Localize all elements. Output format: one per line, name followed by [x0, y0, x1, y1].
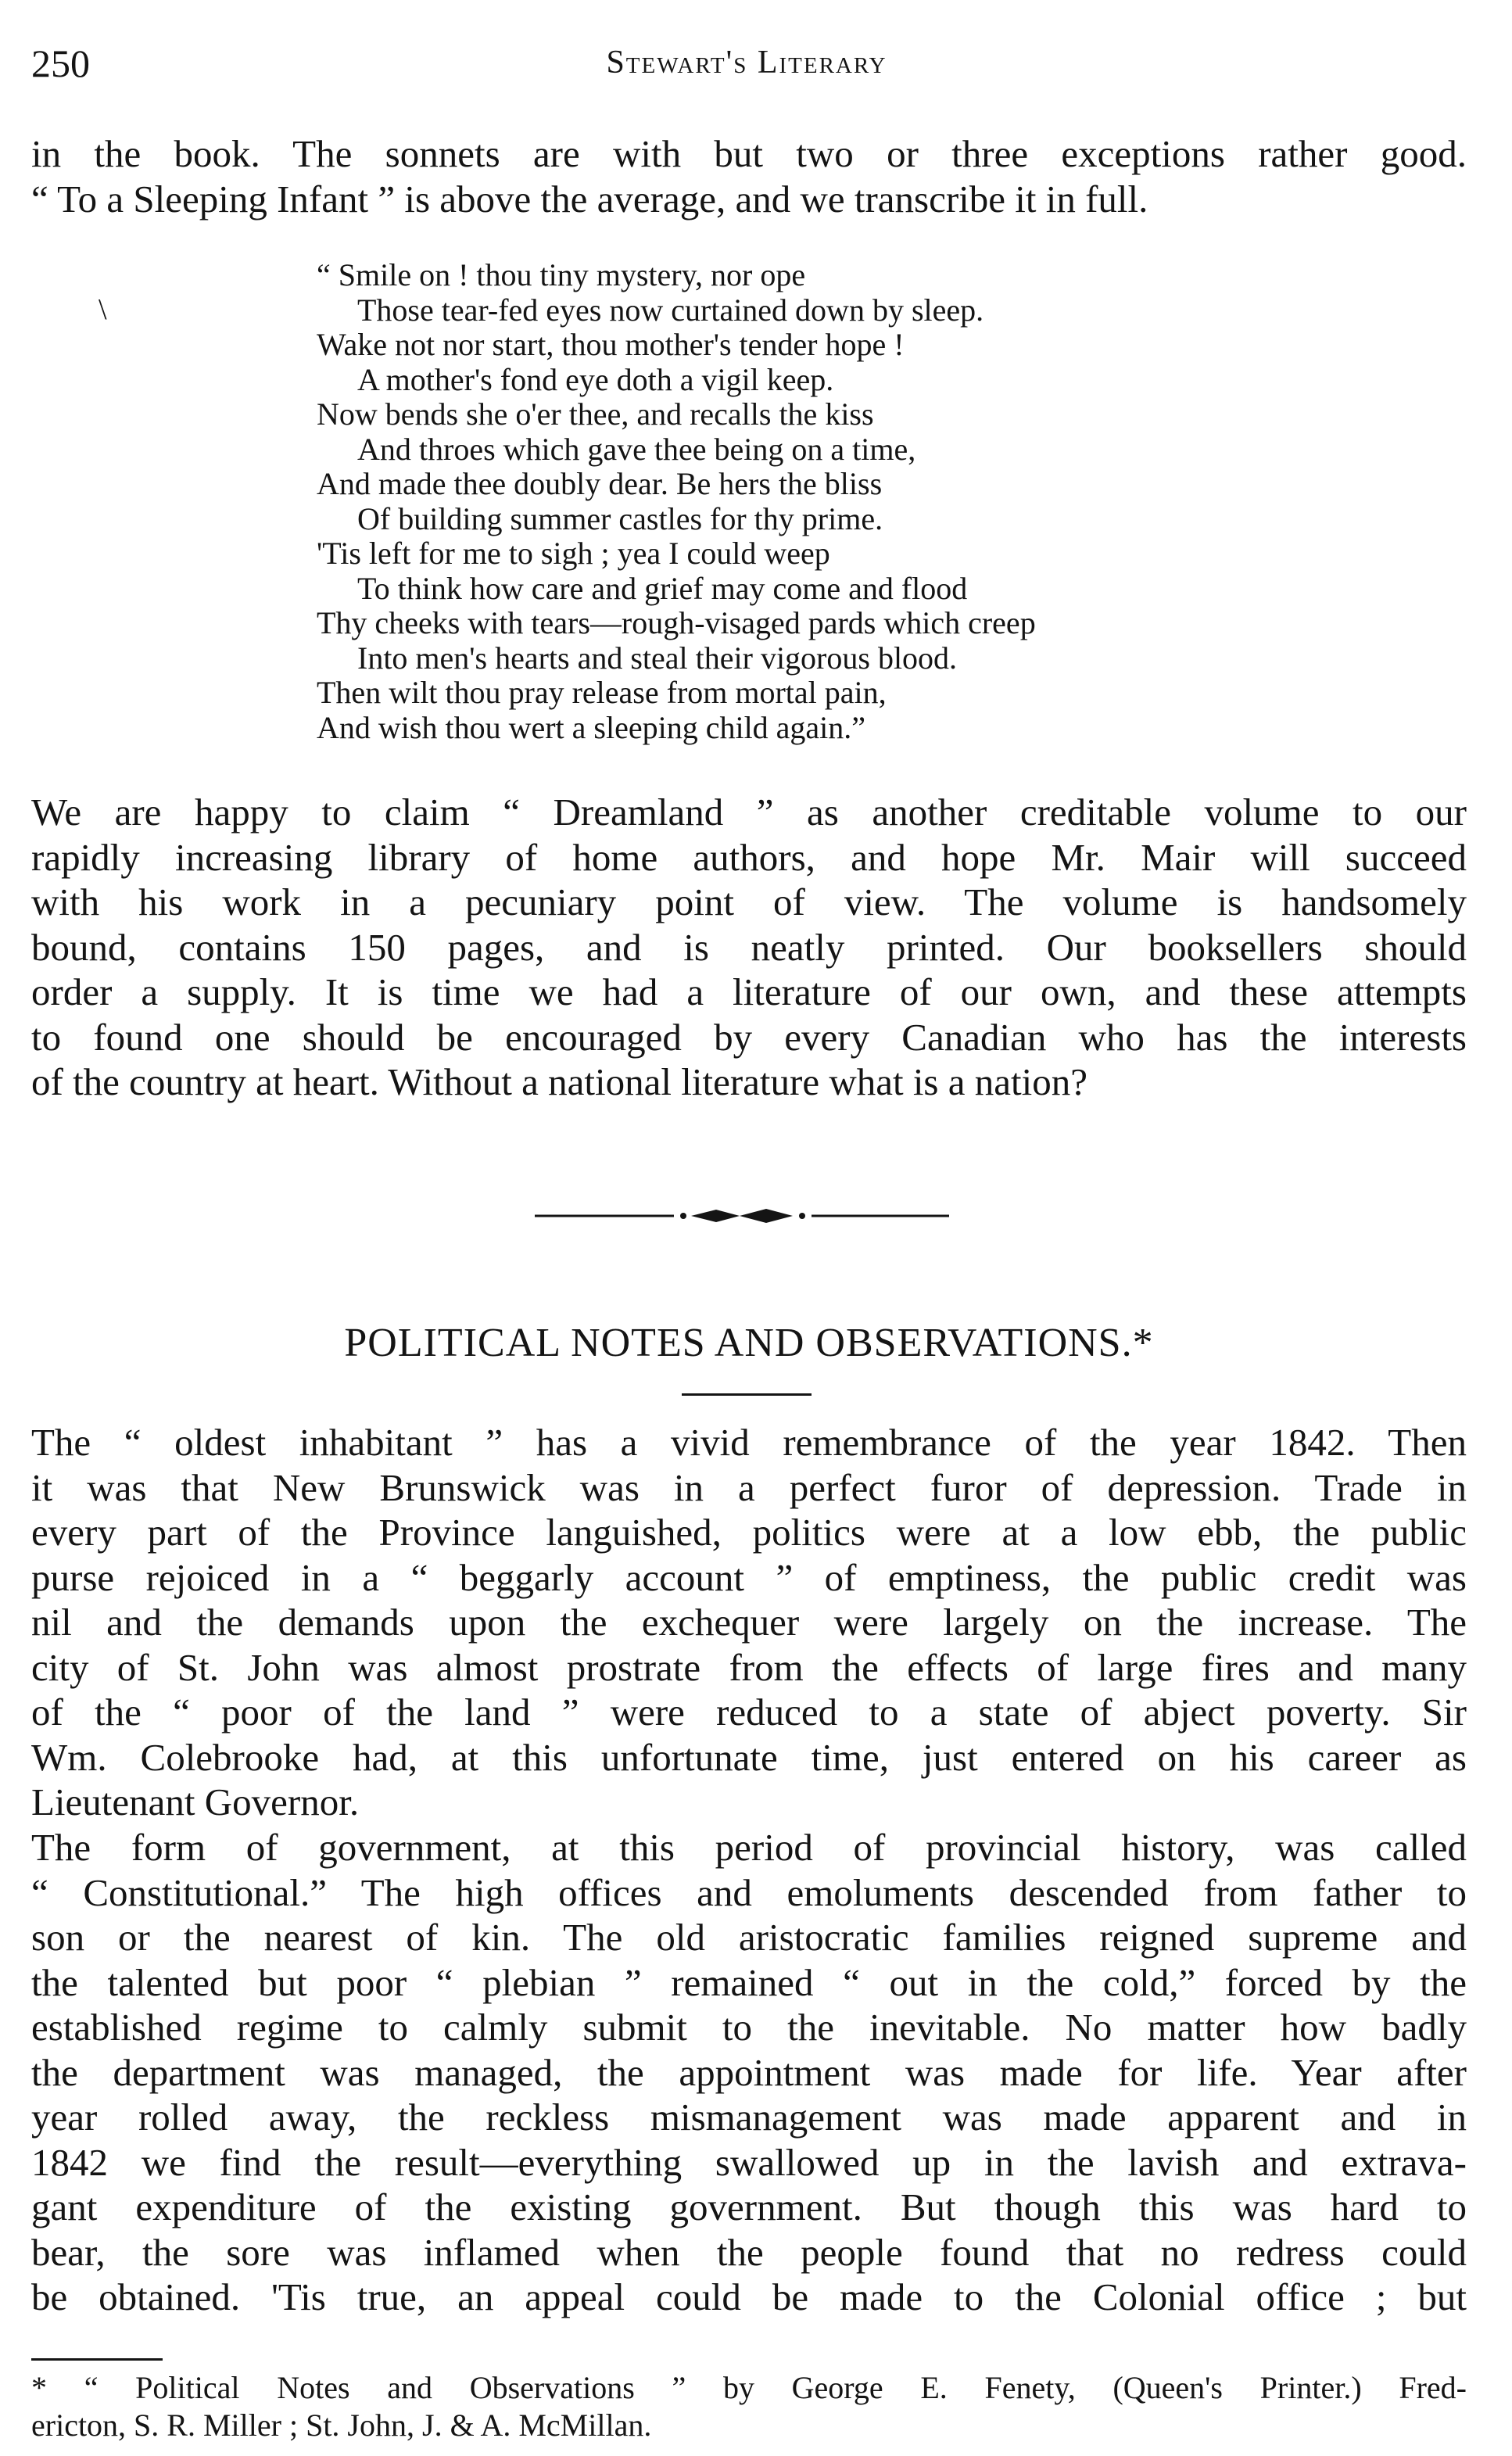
- political-line: The form of government, at this period of provincial history, was called: [31, 1826, 1467, 1869]
- running-head: Stewart's Literary: [606, 45, 887, 81]
- dreamland-line: We are happy to claim “ Dreamland ” as another creditable volume to our: [31, 791, 1467, 834]
- poem-line: Now bends she o'er thee, and recalls the kiss: [317, 396, 874, 432]
- political-line: city of St. John was almost prostrate from the effects of large fires and many: [31, 1645, 1467, 1689]
- political-line: “ Constitutional.” The high offices and emoluments descended from father to: [31, 1870, 1467, 1914]
- poem-line: Wake not nor start, thou mother's tender hope !: [317, 327, 905, 362]
- page-number: 250: [31, 41, 90, 85]
- intro-line: “ To a Sleeping Infant ” is above the average, and we transcribe it in full.: [31, 177, 1148, 221]
- poem-line: Into men's hearts and steal their vigorous blood.: [357, 640, 958, 676]
- intro-paragraph: [31, 131, 1467, 221]
- political-line: purse rejoiced in a “ beggarly account ” of emptiness, the public credit was: [31, 1555, 1467, 1599]
- political-line: gant expenditure of the existing government. But though this was hard to: [31, 2185, 1467, 2228]
- poem-line: And made thee doubly dear. Be hers the bliss: [317, 466, 883, 501]
- poem-line: And throes which gave thee being on a time,: [357, 431, 916, 467]
- dreamland-line: bound, contains 150 pages, and is neatly printed. Our booksellers should: [31, 925, 1467, 969]
- poem-line: Thy cheeks with tears—rough-visaged pards which creep: [317, 605, 1036, 640]
- political-line: established regime to calmly submit to the inevitable. No matter how badly: [31, 2006, 1467, 2049]
- political-paragraph-1: [31, 1420, 1467, 1825]
- political-line: bear, the sore was inflamed when the people found that no redress could: [31, 2230, 1467, 2274]
- dreamland-line: order a supply. It is time we had a literature of our own, and these attempts: [31, 970, 1467, 1013]
- poem-line: A mother's fond eye doth a vigil keep.: [357, 361, 834, 397]
- dreamland-paragraph: [31, 790, 1467, 1105]
- section-title: POLITICAL NOTES AND OBSERVATIONS.*: [344, 1321, 1154, 1365]
- dreamland-line: of the country at heart. Without a national literature what is a nation?: [31, 1060, 1087, 1103]
- poem-sleeping-infant: [317, 258, 1255, 745]
- stray-mark: \: [99, 293, 107, 326]
- political-line: Wm. Colebrooke had, at this unfortunate time, just entered on his career as: [31, 1735, 1467, 1779]
- political-line: son or the nearest of kin. The old aristocratic families reigned supreme and: [31, 1916, 1467, 1959]
- section-divider-ornament: [535, 1203, 949, 1229]
- poem-line: “ Smile on ! thou tiny mystery, nor ope: [317, 257, 806, 292]
- political-line: the talented but poor “ plebian ” remained “ out in the cold,” forced by the: [31, 1960, 1467, 2004]
- political-line: the department was managed, the appointment was made for life. Year after: [31, 2050, 1467, 2094]
- poem-line: Of building summer castles for thy prime.: [357, 500, 883, 536]
- poem-line: Those tear-fed eyes now curtained down by sleep.: [357, 292, 984, 328]
- poem-line: Then wilt thou pray release from mortal pain,: [317, 675, 887, 710]
- poem-line: And wish thou wert a sleeping child again.”: [317, 709, 866, 745]
- political-paragraph-2: [31, 1825, 1467, 2320]
- footnote-line: * “ Political Notes and Observations ” by George E. Fenety, (Queen's Printer.) Fred-: [31, 2370, 1467, 2405]
- footnote-line: ericton, S. R. Miller ; St. John, J. & A. McMillan.: [31, 2408, 652, 2443]
- dreamland-line: rapidly increasing library of home authors, and hope Mr. Mair will succeed: [31, 835, 1467, 879]
- poem-line: To think how care and grief may come and flood: [357, 570, 968, 606]
- political-line: Lieutenant Governor.: [31, 1780, 360, 1823]
- footnote-rule: [31, 2358, 163, 2361]
- dreamland-line: to found one should be encouraged by every Canadian who has the interests: [31, 1015, 1467, 1059]
- political-line: of the “ poor of the land ” were reduced to a state of abject poverty. Sir: [31, 1691, 1467, 1734]
- page-header: [31, 41, 1462, 95]
- title-rule: [682, 1393, 812, 1396]
- dreamland-line: with his work in a pecuniary point of view. The volume is handsomely: [31, 880, 1467, 923]
- footnote: [31, 2369, 1467, 2444]
- political-line: 1842 we find the result—everything swallowed up in the lavish and extrava-: [31, 2140, 1467, 2184]
- poem-line: 'Tis left for me to sigh ; yea I could weep: [317, 536, 830, 571]
- political-line: it was that New Brunswick was in a perfect furor of depression. Trade in: [31, 1465, 1467, 1509]
- intro-line: in the book. The sonnets are with but two or three exceptions rather good.: [31, 132, 1467, 175]
- political-line: nil and the demands upon the exchequer were largely on the increase. The: [31, 1601, 1467, 1644]
- political-line: every part of the Province languished, politics were at a low ebb, the public: [31, 1511, 1467, 1554]
- political-line: be obtained. 'Tis true, an appeal could be made to the Colonial office ; but: [31, 2275, 1467, 2318]
- political-line: The “ oldest inhabitant ” has a vivid remembrance of the year 1842. Then: [31, 1421, 1467, 1464]
- political-line: year rolled away, the reckless mismanagement was made apparent and in: [31, 2096, 1467, 2139]
